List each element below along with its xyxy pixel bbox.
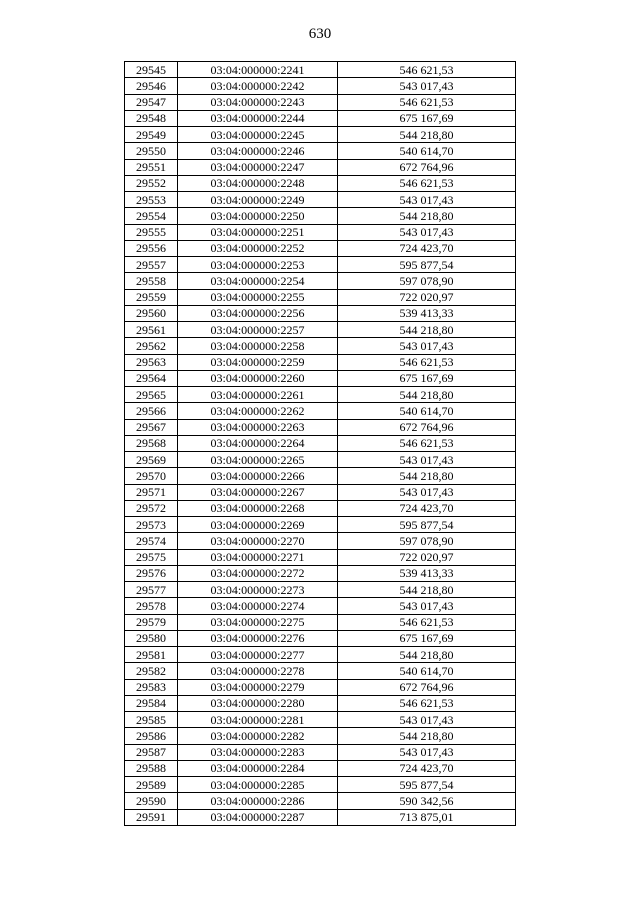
table-row	[125, 159, 516, 175]
value-cell: 595 877,54	[338, 257, 516, 273]
value-cell: 672 764,96	[338, 679, 516, 695]
row-number-cell: 29590	[125, 793, 178, 809]
value-cell: 722 020,97	[338, 549, 516, 565]
cadastral-number-cell: 03:04:000000:2255	[178, 289, 338, 305]
value-cell: 543 017,43	[338, 224, 516, 240]
cadastral-number-cell: 03:04:000000:2278	[178, 663, 338, 679]
row-number-cell: 29549	[125, 127, 178, 143]
value-cell: 546 621,53	[338, 175, 516, 191]
row-number-cell: 29560	[125, 305, 178, 321]
table-row	[125, 94, 516, 110]
table-row	[125, 452, 516, 468]
value-cell: 543 017,43	[338, 598, 516, 614]
row-number-cell: 29546	[125, 78, 178, 94]
value-cell: 595 877,54	[338, 777, 516, 793]
value-cell: 675 167,69	[338, 370, 516, 386]
cadastral-number-cell: 03:04:000000:2269	[178, 517, 338, 533]
cadastral-number-cell: 03:04:000000:2252	[178, 240, 338, 256]
value-cell: 546 621,53	[338, 62, 516, 78]
cadastral-number-cell: 03:04:000000:2275	[178, 614, 338, 630]
cadastral-number-cell: 03:04:000000:2254	[178, 273, 338, 289]
row-number-cell: 29567	[125, 419, 178, 435]
row-number-cell: 29564	[125, 370, 178, 386]
value-cell: 724 423,70	[338, 500, 516, 516]
table-row	[125, 387, 516, 403]
table-row	[125, 403, 516, 419]
value-cell: 543 017,43	[338, 484, 516, 500]
table-row	[125, 809, 516, 825]
row-number-cell: 29577	[125, 582, 178, 598]
row-number-cell: 29589	[125, 777, 178, 793]
table-row	[125, 793, 516, 809]
table-row	[125, 354, 516, 370]
value-cell: 543 017,43	[338, 744, 516, 760]
cadastral-number-cell: 03:04:000000:2260	[178, 370, 338, 386]
table-row	[125, 127, 516, 143]
cadastral-number-cell: 03:04:000000:2256	[178, 305, 338, 321]
row-number-cell: 29587	[125, 744, 178, 760]
page-number: 630	[308, 26, 332, 42]
table-row	[125, 679, 516, 695]
value-cell: 539 413,33	[338, 305, 516, 321]
cadastral-number-cell: 03:04:000000:2267	[178, 484, 338, 500]
table-row	[125, 500, 516, 516]
cadastral-number-cell: 03:04:000000:2249	[178, 192, 338, 208]
table-row	[125, 208, 516, 224]
cadastral-number-cell: 03:04:000000:2276	[178, 630, 338, 646]
row-number-cell: 29547	[125, 94, 178, 110]
cadastral-number-cell: 03:04:000000:2243	[178, 94, 338, 110]
value-cell: 543 017,43	[338, 192, 516, 208]
cadastral-number-cell: 03:04:000000:2258	[178, 338, 338, 354]
cadastral-number-cell: 03:04:000000:2266	[178, 468, 338, 484]
table-row	[125, 744, 516, 760]
row-number-cell: 29550	[125, 143, 178, 159]
row-number-cell: 29569	[125, 452, 178, 468]
cadastral-number-cell: 03:04:000000:2259	[178, 354, 338, 370]
value-cell: 675 167,69	[338, 110, 516, 126]
value-cell: 544 218,80	[338, 127, 516, 143]
cadastral-number-cell: 03:04:000000:2265	[178, 452, 338, 468]
cadastral-number-cell: 03:04:000000:2241	[178, 62, 338, 78]
value-cell: 546 621,53	[338, 614, 516, 630]
table-row	[125, 192, 516, 208]
cadastral-number-cell: 03:04:000000:2253	[178, 257, 338, 273]
cadastral-number-cell: 03:04:000000:2268	[178, 500, 338, 516]
table-row	[125, 484, 516, 500]
row-number-cell: 29580	[125, 630, 178, 646]
row-number-cell: 29553	[125, 192, 178, 208]
cadastral-number-cell: 03:04:000000:2257	[178, 322, 338, 338]
cadastral-number-cell: 03:04:000000:2287	[178, 809, 338, 825]
value-cell: 543 017,43	[338, 712, 516, 728]
table-row	[125, 598, 516, 614]
table-row	[125, 728, 516, 744]
cadastral-number-cell: 03:04:000000:2248	[178, 175, 338, 191]
row-number-cell: 29555	[125, 224, 178, 240]
cadastral-number-cell: 03:04:000000:2285	[178, 777, 338, 793]
table-row	[125, 419, 516, 435]
cadastral-number-cell: 03:04:000000:2242	[178, 78, 338, 94]
value-cell: 590 342,56	[338, 793, 516, 809]
cadastral-number-cell: 03:04:000000:2279	[178, 679, 338, 695]
table-row	[125, 224, 516, 240]
table-row	[125, 468, 516, 484]
cadastral-number-cell: 03:04:000000:2277	[178, 647, 338, 663]
value-cell: 724 423,70	[338, 760, 516, 776]
row-number-cell: 29570	[125, 468, 178, 484]
row-number-cell: 29584	[125, 695, 178, 711]
value-cell: 544 218,80	[338, 208, 516, 224]
row-number-cell: 29563	[125, 354, 178, 370]
table-row	[125, 257, 516, 273]
value-cell: 544 218,80	[338, 387, 516, 403]
row-number-cell: 29581	[125, 647, 178, 663]
value-cell: 546 621,53	[338, 435, 516, 451]
table-row	[125, 614, 516, 630]
value-cell: 544 218,80	[338, 322, 516, 338]
cadastral-number-cell: 03:04:000000:2283	[178, 744, 338, 760]
cadastral-number-cell: 03:04:000000:2247	[178, 159, 338, 175]
value-cell: 544 218,80	[338, 468, 516, 484]
value-cell: 722 020,97	[338, 289, 516, 305]
table-row	[125, 338, 516, 354]
table-row	[125, 322, 516, 338]
value-cell: 543 017,43	[338, 338, 516, 354]
data-table	[124, 61, 516, 826]
row-number-cell: 29571	[125, 484, 178, 500]
table-row	[125, 110, 516, 126]
row-number-cell: 29572	[125, 500, 178, 516]
cadastral-number-cell: 03:04:000000:2273	[178, 582, 338, 598]
value-cell: 543 017,43	[338, 452, 516, 468]
cadastral-number-cell: 03:04:000000:2286	[178, 793, 338, 809]
row-number-cell: 29568	[125, 435, 178, 451]
cadastral-number-cell: 03:04:000000:2250	[178, 208, 338, 224]
row-number-cell: 29559	[125, 289, 178, 305]
row-number-cell: 29585	[125, 712, 178, 728]
row-number-cell: 29588	[125, 760, 178, 776]
value-cell: 546 621,53	[338, 94, 516, 110]
table-row	[125, 712, 516, 728]
table-row	[125, 289, 516, 305]
cadastral-number-cell: 03:04:000000:2281	[178, 712, 338, 728]
table-row	[125, 695, 516, 711]
value-cell: 539 413,33	[338, 565, 516, 581]
row-number-cell: 29591	[125, 809, 178, 825]
row-number-cell: 29562	[125, 338, 178, 354]
cadastral-number-cell: 03:04:000000:2284	[178, 760, 338, 776]
value-cell: 543 017,43	[338, 78, 516, 94]
table-row	[125, 533, 516, 549]
row-number-cell: 29573	[125, 517, 178, 533]
value-cell: 597 078,90	[338, 533, 516, 549]
row-number-cell: 29582	[125, 663, 178, 679]
row-number-cell: 29548	[125, 110, 178, 126]
cadastral-number-cell: 03:04:000000:2246	[178, 143, 338, 159]
value-cell: 540 614,70	[338, 403, 516, 419]
row-number-cell: 29579	[125, 614, 178, 630]
table-body	[125, 62, 516, 826]
table-row	[125, 630, 516, 646]
row-number-cell: 29583	[125, 679, 178, 695]
table-row	[125, 370, 516, 386]
value-cell: 597 078,90	[338, 273, 516, 289]
row-number-cell: 29557	[125, 257, 178, 273]
row-number-cell: 29552	[125, 175, 178, 191]
cadastral-number-cell: 03:04:000000:2282	[178, 728, 338, 744]
row-number-cell: 29576	[125, 565, 178, 581]
row-number-cell: 29556	[125, 240, 178, 256]
cadastral-number-cell: 03:04:000000:2262	[178, 403, 338, 419]
row-number-cell: 29565	[125, 387, 178, 403]
table-row	[125, 78, 516, 94]
cadastral-number-cell: 03:04:000000:2264	[178, 435, 338, 451]
value-cell: 546 621,53	[338, 354, 516, 370]
row-number-cell: 29566	[125, 403, 178, 419]
value-cell: 540 614,70	[338, 143, 516, 159]
row-number-cell: 29554	[125, 208, 178, 224]
value-cell: 544 218,80	[338, 728, 516, 744]
table-row	[125, 517, 516, 533]
value-cell: 672 764,96	[338, 419, 516, 435]
value-cell: 675 167,69	[338, 630, 516, 646]
table-row	[125, 777, 516, 793]
row-number-cell: 29545	[125, 62, 178, 78]
value-cell: 540 614,70	[338, 663, 516, 679]
value-cell: 672 764,96	[338, 159, 516, 175]
cadastral-number-cell: 03:04:000000:2244	[178, 110, 338, 126]
table-row	[125, 240, 516, 256]
row-number-cell: 29561	[125, 322, 178, 338]
cadastral-number-cell: 03:04:000000:2270	[178, 533, 338, 549]
table-row	[125, 435, 516, 451]
cadastral-number-cell: 03:04:000000:2280	[178, 695, 338, 711]
table-row	[125, 663, 516, 679]
table-row	[125, 582, 516, 598]
table-row	[125, 647, 516, 663]
row-number-cell: 29575	[125, 549, 178, 565]
cadastral-number-cell: 03:04:000000:2251	[178, 224, 338, 240]
value-cell: 713 875,01	[338, 809, 516, 825]
table-row	[125, 305, 516, 321]
row-number-cell: 29574	[125, 533, 178, 549]
table-row	[125, 565, 516, 581]
table-row	[125, 143, 516, 159]
cadastral-number-cell: 03:04:000000:2263	[178, 419, 338, 435]
row-number-cell: 29578	[125, 598, 178, 614]
value-cell: 544 218,80	[338, 582, 516, 598]
cadastral-number-cell: 03:04:000000:2274	[178, 598, 338, 614]
row-number-cell: 29551	[125, 159, 178, 175]
table-row	[125, 273, 516, 289]
value-cell: 544 218,80	[338, 647, 516, 663]
row-number-cell: 29586	[125, 728, 178, 744]
value-cell: 595 877,54	[338, 517, 516, 533]
table-row	[125, 62, 516, 78]
table-row	[125, 760, 516, 776]
cadastral-number-cell: 03:04:000000:2245	[178, 127, 338, 143]
cadastral-number-cell: 03:04:000000:2272	[178, 565, 338, 581]
value-cell: 546 621,53	[338, 695, 516, 711]
value-cell: 724 423,70	[338, 240, 516, 256]
cadastral-number-cell: 03:04:000000:2261	[178, 387, 338, 403]
cadastral-number-cell: 03:04:000000:2271	[178, 549, 338, 565]
table-row	[125, 549, 516, 565]
row-number-cell: 29558	[125, 273, 178, 289]
table-row	[125, 175, 516, 191]
